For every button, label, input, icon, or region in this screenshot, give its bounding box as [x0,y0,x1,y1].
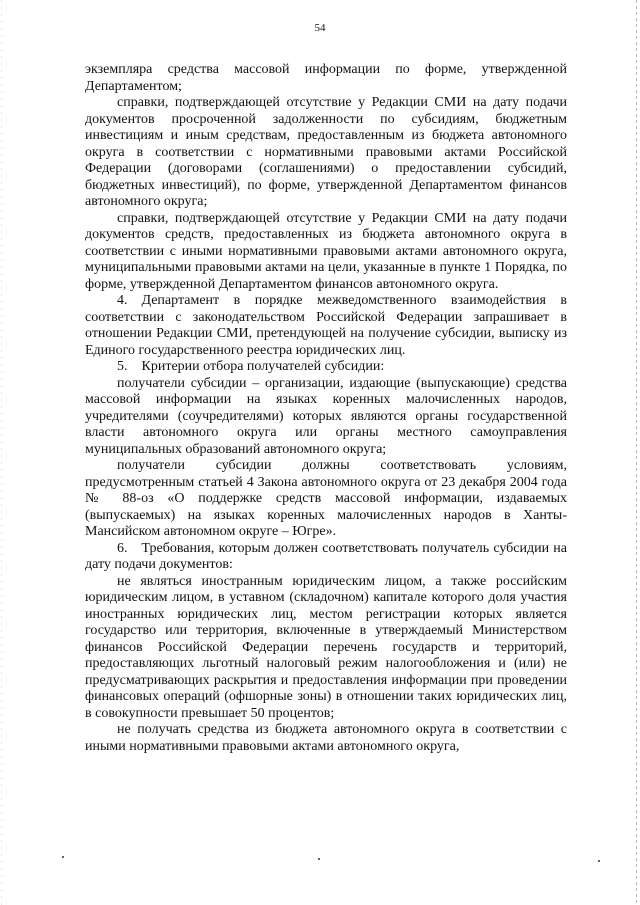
paragraph: экземпляра средства массовой информации по форме, утвержденной Департаментом; [85,62,567,94]
page-number: 54 [314,22,326,34]
paragraph: получатели субсидии должны соответствовать условиям, предусмотренным статьей 4 Закона автономного округа от 23 декабря 2004 года № 88-оз «О поддержке средств массовой информации, издаваемых (выпускаемых) на языках коренных малочисленных народов в Ханты-Мансийском автономном округе – Югре». [85,458,567,539]
scan-edge-left [1,0,2,905]
scan-speck [598,860,600,862]
paragraph: 4. Департамент в порядке межведомственного взаимодействия в соответствии с законодательством Российской Федерации запрашивает в отношении Редакции СМИ, претендующей на получение субсидии, выписку из Единого государственного реестра юридических лиц. [85,293,567,358]
scan-edge-right [636,0,637,905]
paragraph: получатели субсидии – организации, издающие (выпускающие) средства массовой информации на языках коренных малочисленных народов, учредителями (соучредителями) которых являются органы государственной власти автономного округа или органы местного самоуправления муниципальных образований автономного округа; [85,375,567,457]
paragraph: справки, подтверждающей отсутствие у Редакции СМИ на дату подачи документов средств, предоставленных из бюджета автономного округа в соответствии с иными нормативными правовыми актами автономного округа, муниципальными правовыми актами на цели, указанные в пункте 1 Порядка, по форме, утвержденной Департаментом финансов автономного округа. [85,210,567,292]
paragraph: 6. Требования, которым должен соответствовать получатель субсидии на дату подачи документов: [85,540,567,572]
document-body [85,62,567,755]
paragraph: не являться иностранным юридическим лицом, а также российским юридическим лицом, в уставном (складочном) капитале которого доля участия иностранных юридических лиц, местом регистрации которых является государство или территория, включенные в утверждаемый Министерством финансов Российской Федерации перечень государств и территорий, предоставляющих льготный налоговый режим налогообложения и (или) не предусматривающих раскрытия и предоставления информации при проведении финансовых операций (офшорные зоны) в отношении таких юридических лиц, в совокупности превышает 50 процентов; [85,573,567,721]
paragraph: не получать средства из бюджета автономного округа в соответствии с иными нормативными правовыми актами автономного округа, [85,722,567,754]
paragraph: 5. Критерии отбора получателей субсидии: [117,359,385,374]
scan-speck [62,856,64,858]
paragraph: справки, подтверждающей отсутствие у Редакции СМИ на дату подачи документов просроченной задолженности по субсидиям, бюджетным инвестициям и иным средствам, предоставленным из бюджета автономного округа в соответствии с нормативными правовыми актами Российской Федерации (договорами (соглашениями) о предоставлении субсидий, бюджетных инвестиций), по форме, утвержденной Департаментом финансов автономного округа; [85,95,567,209]
scan-speck [318,858,320,860]
